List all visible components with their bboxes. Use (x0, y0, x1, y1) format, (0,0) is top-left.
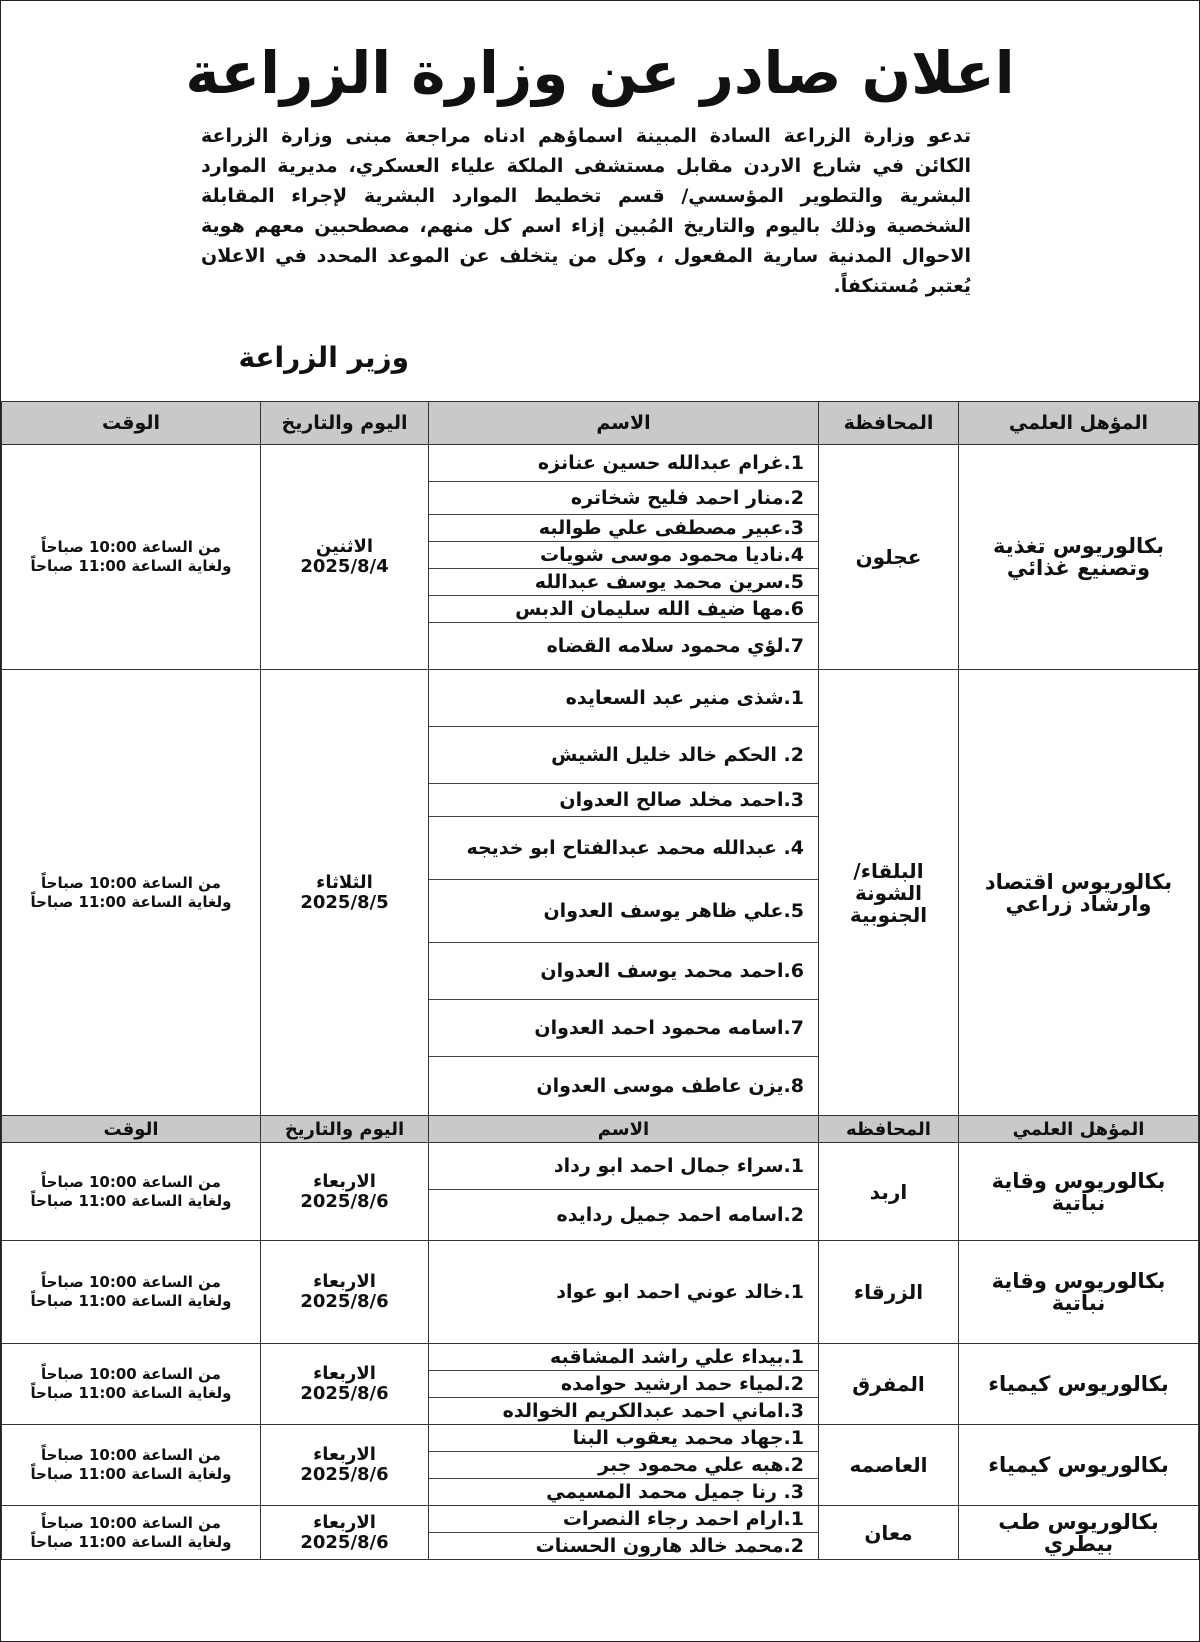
names-cell (429, 445, 819, 670)
interview-date: 2025/8/6 (300, 1291, 389, 1312)
header-qualification: المؤهل العلمي (959, 1116, 1199, 1143)
header-name: الاسم (429, 402, 819, 445)
governorate-cell: معان (819, 1506, 959, 1560)
time-to: ولغاية الساعة 11:00 صباحاً (30, 892, 232, 911)
governorate-cell: الزرقاء (819, 1241, 959, 1344)
interview-day: الاربعاء (313, 1363, 376, 1384)
candidate-name: 3.عبير مصطفى علي طوالبه (429, 515, 818, 542)
interview-date: 2025/8/6 (300, 1383, 389, 1404)
time-cell (2, 670, 261, 1116)
candidate-name: 1.شذى منير عبد السعايده (429, 670, 818, 727)
candidate-name: 3.اماني احمد عبدالكريم الخوالده (502, 1400, 804, 1422)
candidate-name: 2.محمد خالد هارون الحسنات (535, 1535, 804, 1557)
table-row (2, 445, 1199, 670)
table-row (2, 1241, 1199, 1344)
interview-day: الاثنين (315, 536, 374, 557)
time-from: من الساعة 10:00 صباحاً (41, 538, 221, 556)
candidate-name: 7.اسامه محمود احمد العدوان (429, 1000, 818, 1057)
candidate-name: 2.هبه علي محمود جبر (429, 1452, 818, 1479)
time-to: ولغاية الساعة 11:00 صباحاً (30, 1532, 232, 1551)
time-cell (2, 1143, 261, 1241)
header-time: الوقت (2, 402, 261, 445)
time-to: ولغاية الساعة 11:00 صباحاً (30, 1292, 232, 1310)
day-date-cell (261, 1344, 429, 1425)
header-governorate: المحافظه (819, 1116, 959, 1143)
day-date-cell (261, 445, 429, 670)
names-cell (429, 670, 819, 1116)
candidate-name: 4.ناديا محمود موسى شويات (429, 542, 818, 569)
candidate-name: 5.علي ظاهر يوسف العدوان (429, 880, 818, 943)
time-from: من الساعة 10:00 صباحاً (41, 1172, 221, 1191)
candidate-name: 6.مها ضيف الله سليمان الدبس (429, 596, 818, 623)
day-date-cell (261, 1241, 429, 1344)
table-row (2, 1425, 1199, 1506)
header-day-date: اليوم والتاريخ (261, 1116, 429, 1143)
time-from: من الساعة 10:00 صباحاً (41, 873, 221, 892)
candidate-name: 1.خالد عوني احمد ابو عواد (556, 1281, 804, 1303)
names-cell (429, 1506, 819, 1560)
names-cell (429, 1344, 819, 1425)
governorate-cell: العاصمه (819, 1425, 959, 1506)
qualification-cell: بكالوريوس كيمياء (959, 1344, 1199, 1425)
minister-signature: وزير الزراعة (238, 341, 409, 374)
qualification-cell: بكالوريوس وقاية نباتية (959, 1241, 1199, 1344)
interview-day: الاربعاء (313, 1444, 376, 1465)
interview-day: الثلاثاء (316, 871, 373, 893)
candidate-name: 1.جهاد محمد يعقوب البنا (429, 1425, 818, 1452)
header-governorate: المحافظة (819, 402, 959, 445)
interview-date: 2025/8/6 (300, 1464, 389, 1485)
time-cell (2, 1506, 261, 1560)
candidate-name: 1.ارام احمد رجاء النصرات (429, 1506, 818, 1533)
interview-day: الاربعاء (313, 1170, 376, 1192)
names-cell (429, 1241, 819, 1344)
governorate-cell: اربد (819, 1143, 959, 1241)
header-name: الاسم (429, 1116, 819, 1143)
candidate-name: 3. رنا جميل محمد المسيمي (546, 1481, 804, 1503)
time-to: ولغاية الساعة 11:00 صباحاً (30, 557, 232, 575)
candidate-name: 3.احمد مخلد صالح العدوان (429, 784, 818, 817)
day-date-cell (261, 670, 429, 1116)
header-time: الوقت (2, 1116, 261, 1143)
candidate-name: 2.لمياء حمد ارشيد حوامده (429, 1371, 818, 1398)
candidate-name: 7.لؤي محمود سلامه القضاه (546, 635, 804, 657)
names-cell (429, 1143, 819, 1241)
interview-day: الاربعاء (313, 1271, 376, 1292)
table-row (2, 1506, 1199, 1560)
time-cell (2, 1241, 261, 1344)
day-date-cell (261, 1425, 429, 1506)
qualification-cell: بكالوريوس تغذية وتصنيع غذائي (959, 445, 1199, 670)
table-header-row (2, 1116, 1199, 1143)
interview-day: الاربعاء (313, 1511, 376, 1533)
governorate-cell: البلقاء/ الشونة الجنوبية (819, 670, 959, 1116)
time-from: من الساعة 10:00 صباحاً (41, 1446, 221, 1464)
announcement-title: اعلان صادر عن وزارة الزراعة (185, 39, 1015, 107)
candidate-name: 5.سرين محمد يوسف عبدالله (429, 569, 818, 596)
time-to: ولغاية الساعة 11:00 صباحاً (30, 1191, 232, 1210)
time-cell (2, 1425, 261, 1506)
candidate-name: 2.منار احمد فليح شخاتره (429, 482, 818, 515)
qualification-cell: بكالوريوس كيمياء (959, 1425, 1199, 1506)
header-qualification: المؤهل العلمي (959, 402, 1199, 445)
interview-date: 2025/8/6 (300, 1190, 389, 1212)
candidate-name: 1.غرام عبدالله حسين عنانزه (429, 445, 818, 482)
announcement-header (1, 1, 1199, 401)
qualification-cell: بكالوريوس طب بيطري (959, 1506, 1199, 1560)
candidate-name: 2. الحكم خالد خليل الشيش (429, 727, 818, 784)
day-date-cell (261, 1143, 429, 1241)
candidate-name: 1.بيداء علي راشد المشاقبه (429, 1344, 818, 1371)
interview-date: 2025/8/5 (300, 891, 389, 913)
qualification-cell: بكالوريوس اقتصاد وارشاد زراعي (959, 670, 1199, 1116)
announcement-body: تدعو وزارة الزراعة السادة المبينة اسماؤهم ادناه مراجعة مبنى وزارة الزراعة الكائن في شارع الاردن مقابل مستشفى الملكة علياء العسكري، مديرية الموارد البشرية والتطوير المؤسسي/ قسم تخطيط الموارد البشرية لإجراء المقابلة الشخصية وذلك باليوم والتاريخ المُبين إزاء اسم كل منهم، مصطحبين معهم هوية الاحوال المدنية سارية المفعول ، وكل من يتخلف عن الموعد المحدد في الاعلان يُعتبر مُستنكفاً. (201, 125, 971, 297)
table-row (2, 1344, 1199, 1425)
candidate-name: 8.يزن عاطف موسى العدوان (536, 1075, 804, 1097)
candidate-name: 2.اسامه احمد جميل ردايده (556, 1204, 804, 1226)
table-row (2, 1143, 1199, 1241)
time-to: ولغاية الساعة 11:00 صباحاً (30, 1384, 232, 1402)
time-cell (2, 445, 261, 670)
interview-schedule-table (1, 401, 1199, 1560)
candidate-name: 1.سراء جمال احمد ابو رداد (429, 1143, 818, 1190)
interview-date: 2025/8/6 (300, 1531, 389, 1553)
candidate-name: 4. عبدالله محمد عبدالفتاح ابو خديجه (429, 817, 818, 880)
time-to: ولغاية الساعة 11:00 صباحاً (30, 1465, 232, 1483)
qualification-cell: بكالوريوس وقاية نباتية (959, 1143, 1199, 1241)
time-from: من الساعة 10:00 صباحاً (41, 1273, 221, 1291)
interview-date: 2025/8/4 (300, 556, 389, 577)
table-header-row (2, 402, 1199, 445)
time-cell (2, 1344, 261, 1425)
table-row (2, 670, 1199, 1116)
governorate-cell: المفرق (819, 1344, 959, 1425)
names-cell (429, 1425, 819, 1506)
governorate-cell: عجلون (819, 445, 959, 670)
time-from: من الساعة 10:00 صباحاً (41, 1365, 221, 1383)
day-date-cell (261, 1506, 429, 1560)
candidate-name: 6.احمد محمد يوسف العدوان (429, 943, 818, 1000)
header-day-date: اليوم والتاريخ (261, 402, 429, 445)
time-from: من الساعة 10:00 صباحاً (41, 1513, 221, 1532)
